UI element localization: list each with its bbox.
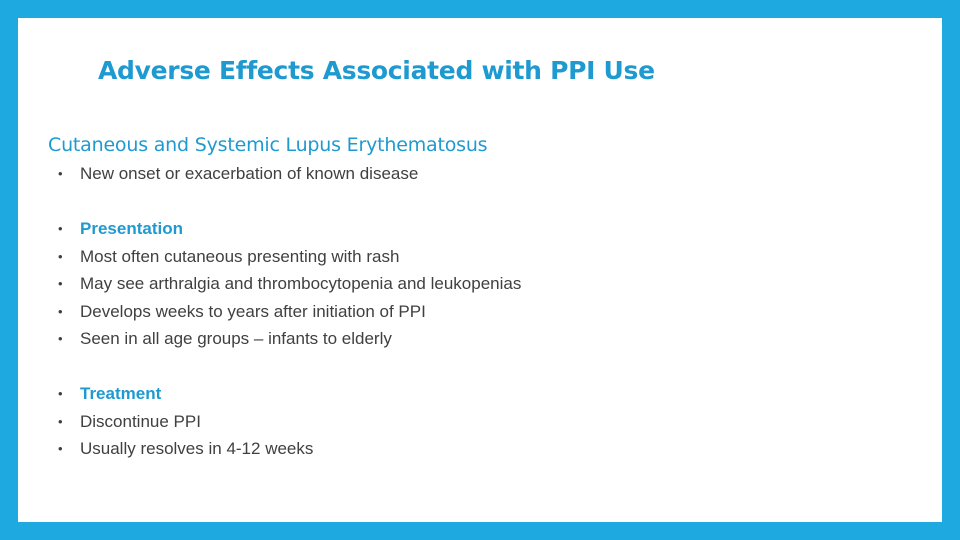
bullet-heading-treatment: Treatment <box>80 384 162 403</box>
bullet-item <box>48 160 418 188</box>
bullet-dot-icon: • <box>58 248 63 264</box>
bullet-text: Most often cutaneous presenting with rash <box>80 246 400 266</box>
bullet-dot-icon: • <box>58 331 63 347</box>
bullet-item <box>48 325 521 353</box>
slide-title: Adverse Effects Associated with PPI Use <box>98 56 655 85</box>
bullet-item <box>48 380 313 408</box>
slide-subtitle: Cutaneous and Systemic Lupus Erythematosus <box>48 134 488 156</box>
bullet-item <box>48 243 521 271</box>
bullet-dot-icon: • <box>58 276 63 292</box>
bullet-text: May see arthralgia and thrombocytopenia and leukopenias <box>80 274 522 294</box>
bullet-text: Usually resolves in 4-12 weeks <box>80 439 314 459</box>
bullet-item <box>48 408 313 436</box>
bullet-item <box>48 435 313 463</box>
bullet-text: Seen in all age groups – infants to elderly <box>80 329 392 349</box>
bullet-dot-icon: • <box>58 413 63 429</box>
bullet-dot-icon: • <box>58 386 63 401</box>
bullet-item <box>48 298 521 326</box>
bullet-group-overview <box>48 160 418 188</box>
bullet-dot-icon: • <box>58 303 63 319</box>
bullet-dot-icon: • <box>58 221 63 236</box>
bullet-group-presentation <box>48 215 521 353</box>
bullet-dot-icon: • <box>58 441 63 457</box>
bullet-text: Discontinue PPI <box>80 411 201 431</box>
slide <box>18 18 942 522</box>
bullet-text: Develops weeks to years after initiation of PPI <box>80 301 426 321</box>
bullet-text: New onset or exacerbation of known disease <box>80 164 419 183</box>
bullet-item <box>48 270 521 298</box>
bullet-item <box>48 215 521 243</box>
bullet-dot-icon: • <box>58 166 63 181</box>
bullet-group-treatment <box>48 380 313 463</box>
bullet-heading-presentation: Presentation <box>80 219 183 238</box>
